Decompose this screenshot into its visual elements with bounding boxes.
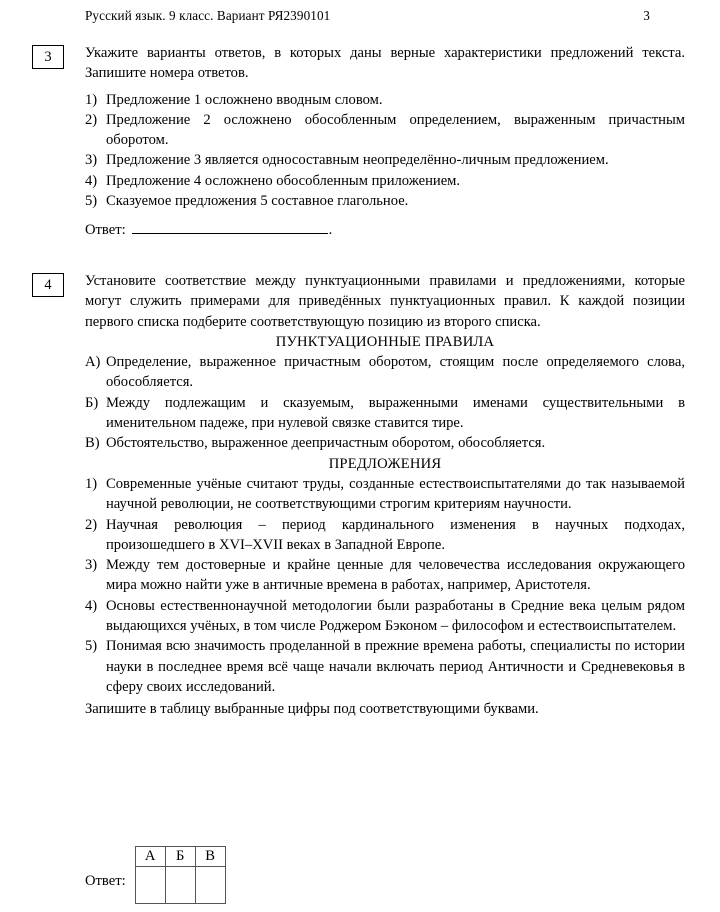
task-3-prompt: Укажите варианты ответов, в которых даны верные характеристики предложений текста. Запишите номера ответов. [85,45,685,82]
option-text: Предложение 1 осложнено вводным словом. [106,91,383,108]
page-number: 3 [643,8,650,23]
table-row [135,867,225,904]
list-item [85,352,685,393]
task-3-answer-row [85,220,685,240]
task-3-body [85,43,685,241]
task-4-body [85,271,685,720]
sentence-text: Понимая всю значимость проделанной в прежние времена работы, специалисты по истории науки в последнее время всё чаще начали включать период Античности и Средневековья в сферу своих исследований. [106,638,685,695]
column-header-b: Б [165,847,195,867]
answer-table [135,846,226,904]
answer-cell-a[interactable] [135,867,165,904]
option-marker: 1) [85,91,98,108]
sentence-marker: 4) [85,597,98,614]
sentence-text: Между тем достоверные и крайне ценные для человечества исследования окружающего мира можно найти уже в античные времена в работах, например, Аристотеля. [106,557,685,594]
list-item [85,393,685,434]
sentence-text: Научная революция – период кардинального изменения в научных подходах, произошедшего в XVI–XVII веках в Западной Европе. [106,516,685,553]
list-item [85,515,685,556]
list-item [85,150,685,170]
list-item [85,636,685,697]
list-item [85,555,685,596]
option-marker: 2) [85,111,98,128]
option-marker: 4) [85,172,98,189]
sentence-marker: 5) [85,638,98,655]
option-marker: 3) [85,152,98,169]
option-text: Предложение 3 является односоставным неопределённо-личным предложением. [106,152,609,169]
rule-text: Между подлежащим и сказуемым, выраженными именами существительными в именительном падеже, при нулевой связке ставится тире. [106,394,685,432]
answer-cell-v[interactable] [195,867,225,904]
rule-marker: Б) [85,394,99,411]
column-header-v: В [195,847,225,867]
rule-marker: А) [85,354,101,371]
option-text: Сказуемое предложения 5 составное глагольное. [106,193,409,210]
list-item [85,110,685,151]
sentence-text: Современные учёные считают труды, созданные естествоиспытателями до так называемой научной революции, не соответствующими строгим критериям научности. [106,475,685,513]
task-4-number-box: 4 [32,273,64,297]
task-3-number-box: 3 [32,45,64,69]
list-item [85,433,685,453]
option-text: Предложение 4 осложнено обособленным приложением. [106,172,461,189]
task-3 [0,43,720,241]
answer-cell-b[interactable] [165,867,195,904]
task-4-answer-block [85,846,226,904]
header-title: Русский язык. 9 класс. Вариант РЯ2390101 [85,8,331,23]
column-header-a: А [135,847,165,867]
task-4-sentences [85,474,685,697]
answer-input[interactable] [132,220,328,234]
list-item [85,596,685,637]
rule-marker: В) [85,435,100,452]
page-running-header [85,8,690,24]
sentence-marker: 1) [85,475,98,492]
sentences-heading: ПРЕДЛОЖЕНИЯ [328,455,442,472]
punctuation-rules-heading: ПУНКТУАЦИОННЫЕ ПРАВИЛА [275,333,495,350]
task-4-prompt: Установите соответствие между пунктуационными правилами и предложениями, которые могут служить примерами для приведённых пунктуационных правил. К каждой позиции первого списка подберите соответствующую позицию из второго списка. [85,273,685,330]
answer-trailing-dot: . [328,222,333,239]
task-3-options [85,90,685,212]
list-item [85,191,685,211]
sentence-marker: 2) [85,516,98,533]
task-4 [0,271,720,720]
task-4-rules [85,352,685,453]
answer-label: Ответ: [85,222,126,239]
list-item [85,90,685,110]
answer-label: Ответ: [85,873,126,889]
list-item [85,474,685,515]
task-4-instruction: Запишите в таблицу выбранные цифры под соответствующими буквами. [85,701,539,718]
option-text: Предложение 2 осложнено обособленным определением, выраженным причастным оборотом. [106,111,685,149]
list-item [85,171,685,191]
sentence-text: Основы естественнонаучной методологии были разработаны в Средние века целым рядом выдающихся учёных, в том числе Роджером Бэконом – философом и естествоиспытателем. [106,597,685,635]
rule-text: Обстоятельство, выраженное деепричастным оборотом, обособляется. [106,435,546,452]
option-marker: 5) [85,193,98,210]
table-header-row [135,847,225,867]
rule-text: Определение, выраженное причастным оборотом, стоящим после определяемого слова, обособляется. [106,354,685,391]
sentence-marker: 3) [85,557,98,574]
